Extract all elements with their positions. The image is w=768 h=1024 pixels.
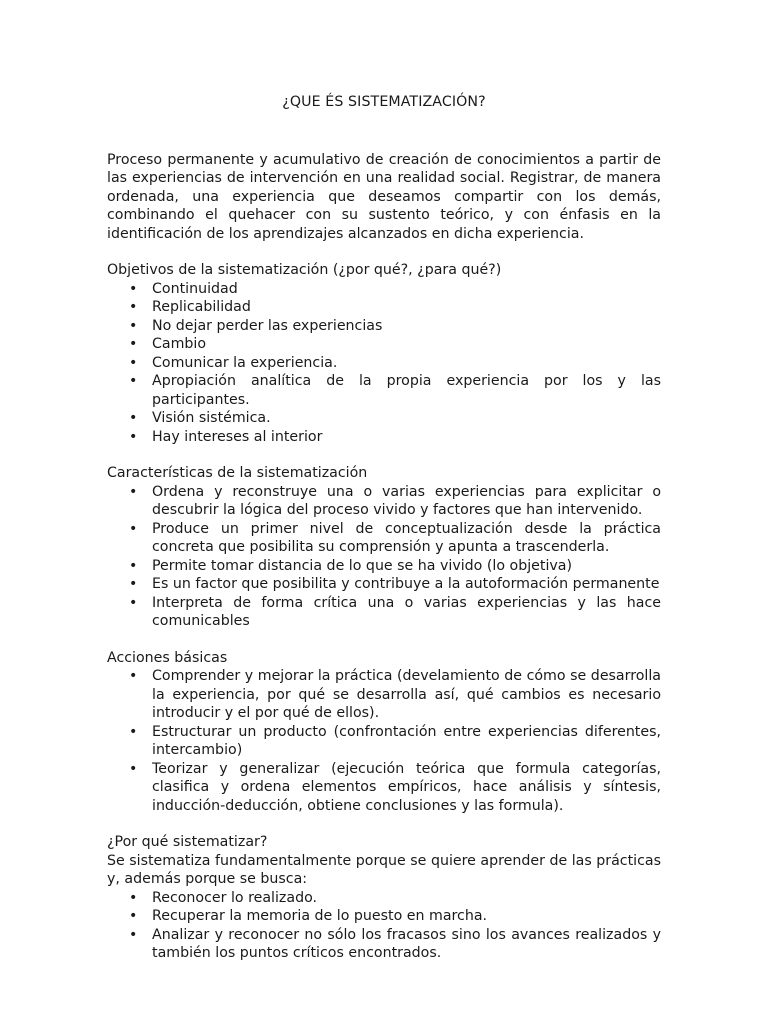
bullet-icon: • [129, 557, 138, 574]
list-item [107, 317, 661, 336]
list-item-text: Cambio [152, 336, 207, 352]
list-item-text: Estructurar un producto (confrontación entre experiencias diferentes, intercambio) [152, 723, 661, 758]
list-item-text: Permite tomar distancia de lo que se ha vivido (lo objetiva) [152, 557, 573, 574]
list-item [107, 298, 661, 317]
bullet-icon: • [129, 483, 138, 500]
objetivos-section [107, 261, 661, 446]
bullet-icon: • [129, 760, 138, 777]
bullet-icon: • [129, 520, 138, 537]
list-item-text: Interpreta de forma crítica una o varias experiencias y las hace comunicables [152, 594, 661, 629]
list-item [107, 483, 661, 520]
caracteristicas-heading: Características de la sistematización [107, 465, 368, 481]
list-item-text: Produce un primer nivel de conceptualización desde la práctica concreta que posibilita su comprensión y apunta a trascenderla. [152, 520, 661, 555]
list-item [107, 667, 661, 723]
list-item-text: Replicabilidad [152, 299, 251, 315]
document-title: ¿QUE ÉS SISTEMATIZACIÓN? [282, 94, 486, 110]
porque-paragraph: Se sistematiza fundamentalmente porque se quiere aprender de las prácticas y, además porque se busca: [107, 852, 661, 887]
list-item-text: Analizar y reconocer no sólo los fracasos sino los avances realizados y también los puntos críticos encontrados. [152, 926, 661, 961]
list-item [107, 575, 661, 594]
list-item [107, 926, 661, 963]
list-item-text: Comunicar la experiencia. [152, 354, 338, 371]
bullet-icon: • [129, 299, 138, 315]
list-item [107, 723, 661, 760]
porque-list [107, 889, 661, 963]
bullet-icon: • [129, 926, 138, 943]
list-item [107, 428, 661, 447]
bullet-icon: • [129, 576, 138, 592]
acciones-list [107, 667, 661, 815]
bullet-icon: • [129, 668, 138, 684]
list-item-text: Comprender y mejorar la práctica (develamiento de cómo se desarrolla la experiencia, por qué se desarrolla así, qué cambios es necesario introducir y el por qué de ellos). [152, 668, 661, 721]
list-item [107, 335, 661, 354]
bullet-icon: • [129, 354, 138, 371]
acciones-heading: Acciones básicas [107, 649, 228, 666]
bullet-icon: • [129, 594, 138, 611]
list-item [107, 372, 661, 409]
bullet-icon: • [129, 373, 138, 389]
bullet-icon: • [129, 336, 138, 352]
bullet-icon: • [129, 908, 138, 924]
list-item [107, 907, 661, 926]
list-item [107, 889, 661, 908]
list-item-text: Visión sistémica. [152, 410, 271, 426]
list-item-text: Hay intereses al interior [152, 428, 323, 445]
list-item-text: Continuidad [152, 280, 238, 297]
objetivos-list [107, 280, 661, 447]
bullet-icon: • [129, 317, 138, 334]
document-page [107, 93, 661, 981]
porque-heading: ¿Por qué sistematizar? [107, 834, 268, 850]
porque-section [107, 833, 661, 963]
list-item [107, 280, 661, 299]
list-item [107, 594, 661, 631]
bullet-icon: • [129, 428, 138, 445]
list-item [107, 760, 661, 816]
objetivos-heading: Objetivos de la sistematización (¿por qué?, ¿para qué?) [107, 262, 502, 278]
bullet-icon: • [129, 723, 138, 740]
list-item-text: Apropiación analítica de la propia experiencia por los y las participantes. [152, 373, 661, 408]
list-item [107, 354, 661, 373]
list-item-text: Reconocer lo realizado. [152, 889, 318, 906]
bullet-icon: • [129, 410, 138, 426]
list-item [107, 520, 661, 557]
bullet-icon: • [129, 280, 138, 297]
list-item [107, 409, 661, 428]
caracteristicas-section [107, 464, 661, 631]
intro-paragraph: Proceso permanente y acumulativo de creación de conocimientos a partir de las experiencias de intervención en una realidad social. Registrar, de manera ordenada, una experiencia que deseamos compartir con los demás, combinando el quehacer con su sustento teórico, y con énfasis en la identificación de los aprendizajes alcanzados en dicha experiencia. [107, 151, 661, 242]
list-item-text: Es un factor que posibilita y contribuye a la autoformación permanente [152, 576, 660, 592]
caracteristicas-list [107, 483, 661, 631]
list-item-text: No dejar perder las experiencias [152, 317, 383, 334]
bullet-icon: • [129, 889, 138, 906]
list-item-text: Teorizar y generalizar (ejecución teórica que formula categorías, clasifica y ordena elementos empíricos, hace análisis y síntesis, inducción-deducción, obtiene conclusiones y las formula). [152, 760, 661, 814]
acciones-section [107, 649, 661, 816]
list-item [107, 557, 661, 576]
list-item-text: Recuperar la memoria de lo puesto en marcha. [152, 908, 488, 924]
list-item-text: Ordena y reconstruye una o varias experiencias para explicitar o descubrir la lógica del proceso vivido y factores que han intervenido. [152, 483, 661, 518]
